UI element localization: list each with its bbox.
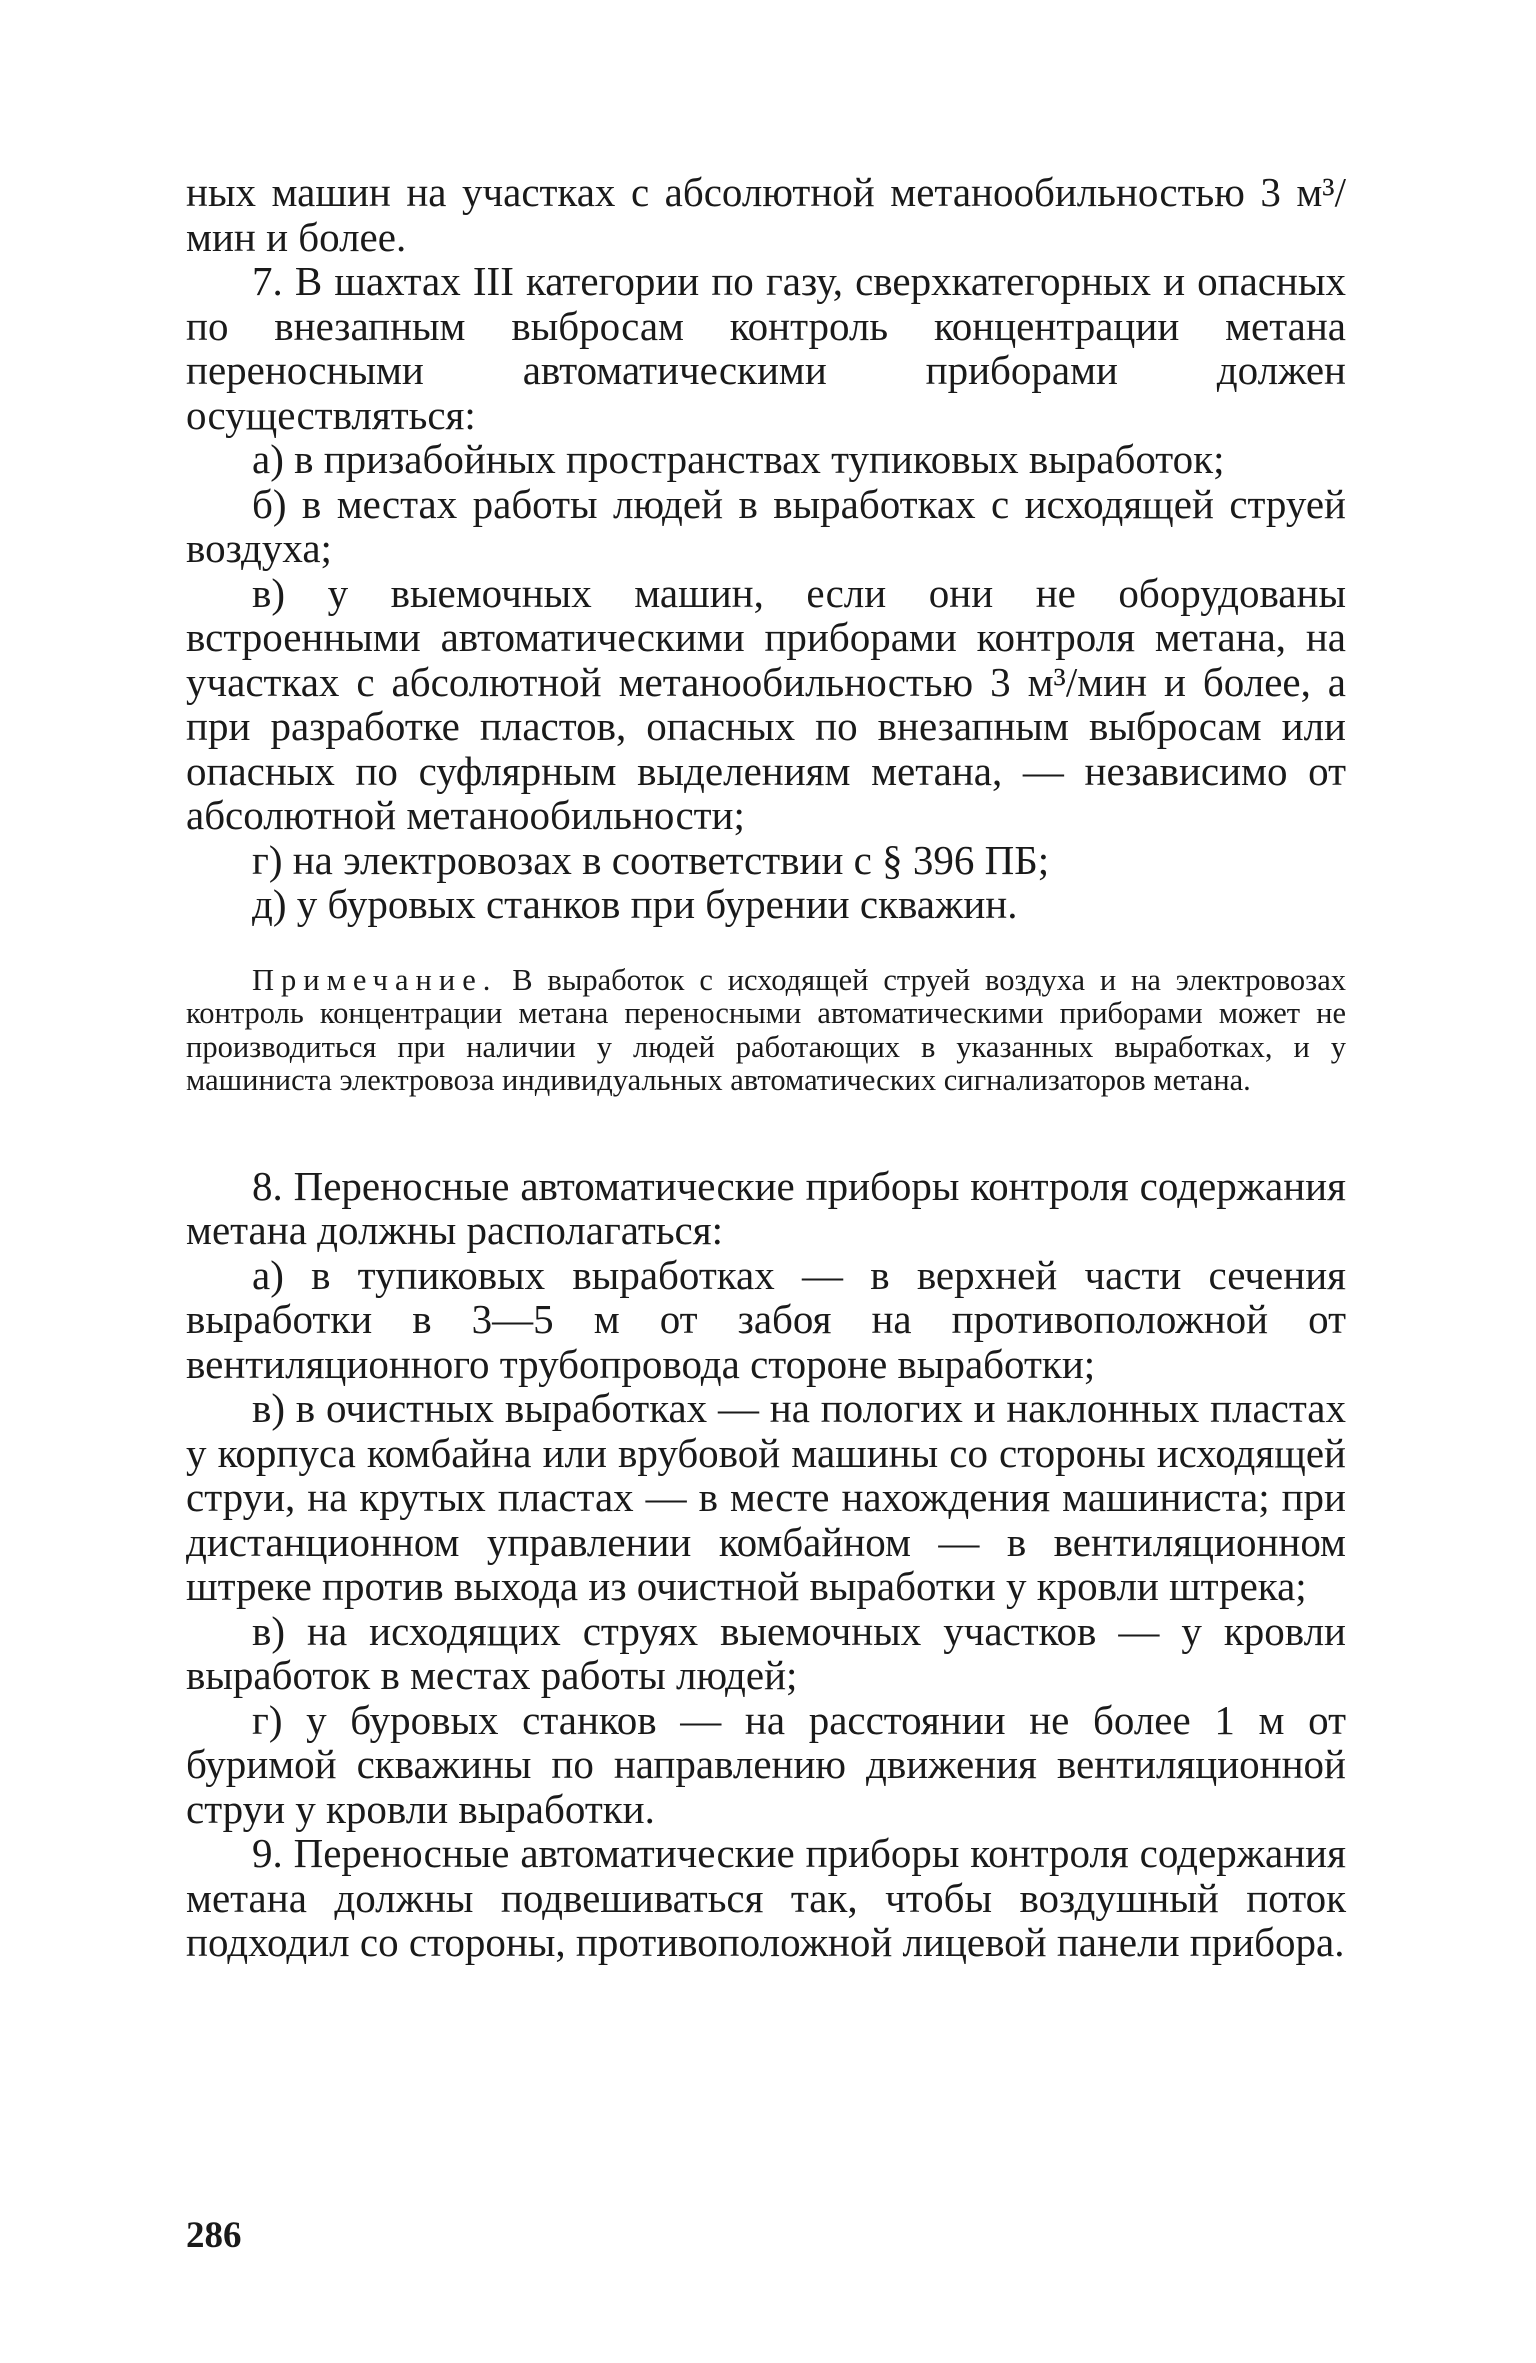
paragraph-8-v: в) на исходящих струях выемочных участков — у кровли выработок в местах работы людей; — [186, 1607, 1346, 1698]
paragraph-8-g: г) у буровых станков — на расстоянии не более 1 м от буримой скважины по направлению движения вентиляционной струи у кровли выработки. — [186, 1696, 1346, 1832]
paragraph-7-a: а) в призабойных пространствах тупиковых выработок; — [252, 436, 1225, 482]
paragraph-7-v: в) у выемочных машин, если они не оборудованы встроенными автоматическими приборами контроля метана, на участках с абсолютной метанообильностью 3 м³/мин и более, а при разработке пластов, опасных по внезапным выбросам или опасных по суфлярным выделениям метана, — независимо от абсолютной метанообильности; — [186, 569, 1346, 838]
paragraph-7-d: д) у буровых станков при бурении скважин. — [252, 881, 1018, 927]
paragraph-8: 8. Переносные автоматические приборы контроля содержания метана должны располагаться: — [186, 1162, 1346, 1253]
note-text: В выработок с исходящей струей воздуха и на электровозах контроль концентрации метана переносными автоматическими приборами может не производиться при наличии у людей работающих в указанных выработках, и у машиниста электровоза индивидуальных автоматических сигнализаторов метана. — [186, 962, 1347, 1097]
paragraph-8-a: а) в тупиковых выработках — в верхней части сечения выработки в 3—5 м от забоя на противоположной от вентиляционного трубопровода стороне выработки; — [186, 1251, 1346, 1387]
paragraph-7-g: г) на электровозах в соответствии с § 396 ПБ; — [252, 836, 1050, 883]
paragraph-continuation: ных машин на участках с абсолютной метанообильностью 3 м³/мин и более. — [186, 169, 1346, 260]
paragraph-9: 9. Переносные автоматические приборы контроля содержания метана должны подвешиваться так, чтобы воздушный поток подходил со стороны, противоположной лицевой панели прибора. — [186, 1830, 1346, 1965]
paragraph-8-b: в) в очистных выработках — на пологих и наклонных пластах у корпуса комбайна или врубовой машины со стороны исходящей струи, на крутых пластах — в месте нахождения машиниста; при дистанционном управлении комбайном — в вентиляционном штреке против выхода из очистной выработки у кровли штрека; — [186, 1385, 1346, 1609]
note-heading: Примечание. — [252, 962, 498, 997]
paragraph-7: 7. В шахтах III категории по газу, сверхкатегорных и опасных по внезапным выбросам контроль концентрации метана переносными автоматическими приборами должен осуществляться: — [186, 258, 1346, 438]
paragraph-7-b: б) в местах работы людей в выработках с исходящей струей воздуха; — [186, 480, 1346, 571]
page-body — [186, 170, 1346, 1965]
note-block — [186, 964, 1346, 1098]
page-number: 286 — [186, 2215, 242, 2256]
